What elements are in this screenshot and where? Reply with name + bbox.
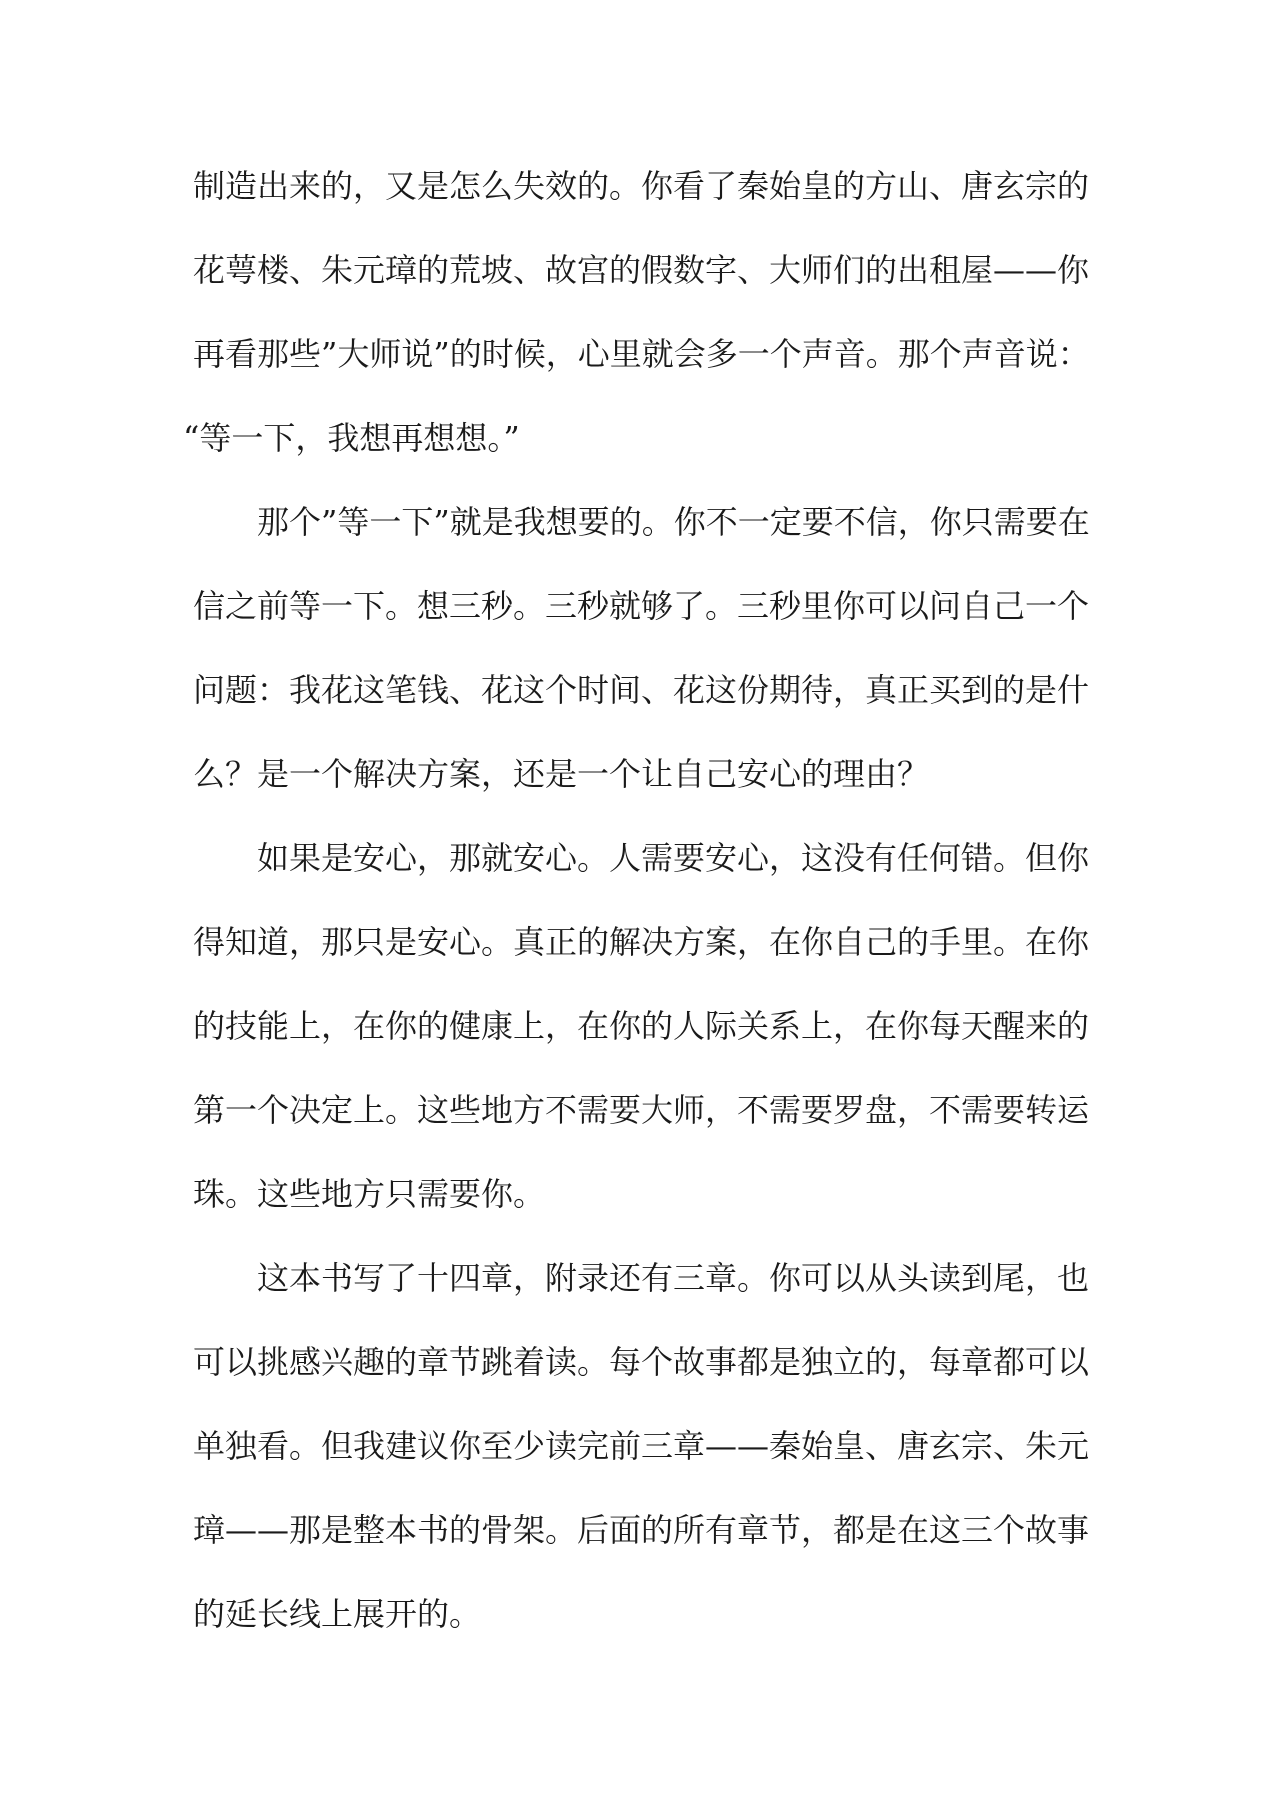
text-line: 么？是一个解决方案，还是一个让自己安心的理由？ [193,755,930,793]
paragraph-first-line: 那个”等一下”就是我想要的。你不一定要不信，你只需要在 [257,503,1090,541]
text-line: 的技能上，在你的健康上，在你的人际关系上，在你每天醒来的 [193,1007,1090,1045]
text-line: 的延长线上展开的。 [193,1595,482,1633]
text-line: 可以挑感兴趣的章节跳着读。每个故事都是独立的，每章都可以 [193,1343,1090,1381]
text-line: “等一下，我想再想想。” [183,419,520,457]
text-line: 问题：我花这笔钱、花这个时间、花这份期待，真正买到的是什 [193,671,1090,709]
text-line: 得知道，那只是安心。真正的解决方案，在你自己的手里。在你 [193,923,1090,961]
text-line: 单独看。但我建议你至少读完前三章——秦始皇、唐玄宗、朱元 [193,1427,1090,1465]
text-line: 花萼楼、朱元璋的荒坡、故宫的假数字、大师们的出租屋——你 [193,251,1090,289]
text-line: 制造出来的，又是怎么失效的。你看了秦始皇的方山、唐玄宗的 [193,167,1090,205]
paragraph-first-line: 这本书写了十四章，附录还有三章。你可以从头读到尾，也 [257,1259,1090,1297]
text-line: 璋——那是整本书的骨架。后面的所有章节，都是在这三个故事 [193,1511,1090,1549]
text-line: 珠。这些地方只需要你。 [193,1175,546,1213]
text-line: 第一个决定上。这些地方不需要大师，不需要罗盘，不需要转运 [193,1091,1090,1129]
text-line: 信之前等一下。想三秒。三秒就够了。三秒里你可以问自己一个 [193,587,1090,625]
text-line: 再看那些”大师说”的时候，心里就会多一个声音。那个声音说： [193,335,1090,373]
paragraph-first-line: 如果是安心，那就安心。人需要安心，这没有任何错。但你 [257,839,1090,877]
